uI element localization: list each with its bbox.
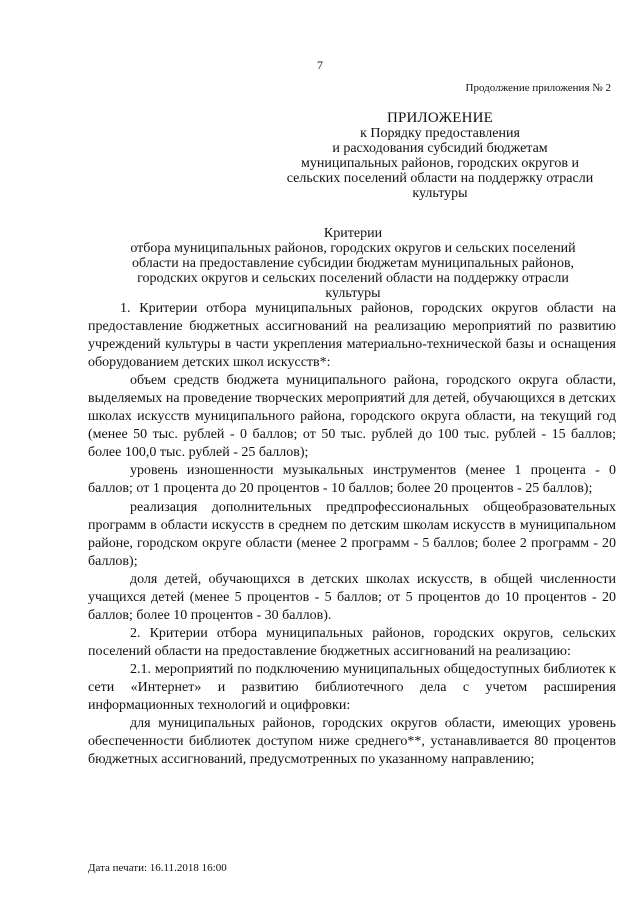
appendix-line: культуры xyxy=(412,186,468,201)
criteria-title-block xyxy=(88,226,618,301)
page-number: 7 xyxy=(317,58,323,72)
body-paragraph: 2.1. мероприятий по подключению муниципальных общедоступных библиотек к сети «Интернет» и развитию библиотечного дела с учетом расширения информационных технологий и оцифровки: xyxy=(88,661,616,714)
appendix-heading: ПРИЛОЖЕНИЕ xyxy=(386,110,494,126)
document-body xyxy=(88,300,616,769)
body-paragraph: 1. Критерии отбора муниципальных районов, городских округов области на предоставление бюджетных ассигнований на реализацию мероприятий по развитию учреждений культуры в части укрепления материально-технической базы и оснащения оборудованием детских школ искусств*: xyxy=(88,301,616,371)
criteria-line: городских округов и сельских поселений области на поддержку отрасли xyxy=(137,271,569,286)
criteria-line: области на предоставление субсидии бюджетам муниципальных районов, xyxy=(131,256,575,271)
print-date: Дата печати: 16.11.2018 16:00 xyxy=(88,862,227,874)
body-paragraph: для муниципальных районов, городских округов области, имеющих уровень обеспеченности библиотек доступом ниже среднего**, устанавливается 80 процентов бюджетных ассигнований, предусмотренных по указанному направлению; xyxy=(88,716,616,768)
appendix-header xyxy=(270,111,610,201)
body-paragraph: доля детей, обучающихся в детских школах искусств, в общей численности учащихся детей (менее 5 процентов - 5 баллов; от 5 процентов до 10 процентов - 20 баллов; более 10 процентов - 30 баллов). xyxy=(88,571,616,623)
appendix-line: сельских поселений области на поддержку отрасли xyxy=(286,171,594,186)
continuation-note: Продолжение приложения № 2 xyxy=(465,82,611,94)
criteria-title: Критерии xyxy=(323,226,383,241)
criteria-line: культуры xyxy=(325,286,381,301)
appendix-line: муниципальных районов, городских округов и xyxy=(301,156,579,171)
criteria-line: отбора муниципальных районов, городских округов и сельских поселений xyxy=(130,241,576,256)
body-paragraph: реализация дополнительных предпрофессиональных общеобразовательных программ в области искусств в среднем по детским школам искусств в муниципальном районе, городском округе области (менее 2 программ - 5 баллов; более 2 программ - 20 баллов); xyxy=(88,499,616,569)
appendix-line: и расходования субсидий бюджетам xyxy=(332,141,548,156)
appendix-line: к Порядку предоставления xyxy=(360,126,520,141)
body-paragraph: уровень изношенности музыкальных инструментов (менее 1 процента - 0 баллов; от 1 процента до 20 процентов - 10 баллов; более 20 процентов - 25 баллов); xyxy=(88,463,616,497)
body-paragraph: 2. Критерии отбора муниципальных районов, городских округов, сельских поселений области на предоставление бюджетных ассигнований на реализацию: xyxy=(88,625,616,659)
body-paragraph: объем средств бюджета муниципального района, городского округа области, выделяемых на проведение творческих мероприятий для детей, обучающихся в детских школах искусств муниципального района, городского округа области, на текущий год (менее 50 тыс. рублей - 0 баллов; от 50 тыс. рублей до 100 тыс. рублей - 15 баллов; более 100,0 тыс. рублей - 25 баллов); xyxy=(88,373,616,461)
